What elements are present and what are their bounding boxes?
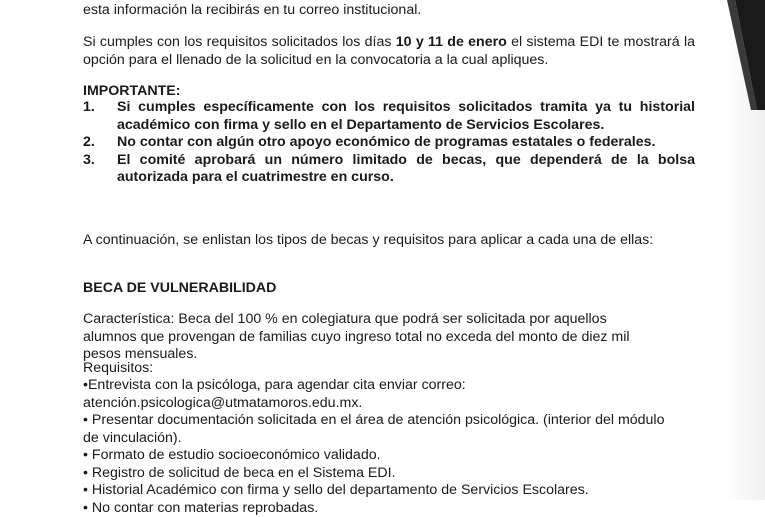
requisitos-title: Requisitos: — [83, 360, 153, 378]
requisito-item: •Entrevista con la psicóloga, para agendar cita enviar correo: atención.psicologica@utmatamoros.edu.mx. — [83, 377, 683, 412]
corner-decoration — [705, 0, 765, 110]
requisito-item: • Formato de estudio socioeconómico validado. — [83, 447, 683, 465]
paragraph2-before: Si cumples con los requisitos solicitados los días — [83, 34, 396, 50]
section-title-vulnerabilidad: BECA DE VULNERABILIDAD — [83, 280, 276, 298]
importante-list — [83, 99, 695, 187]
importante-title: IMPORTANTE: — [83, 83, 180, 101]
requisito-item: • Presentar documentación solicitada en el área de atención psicológica. (interior del módulo de vinculación). — [83, 412, 683, 447]
importante-item-number: 1. — [83, 99, 117, 134]
paragraph2-dates: 10 y 11 de enero — [396, 34, 507, 50]
importante-item — [83, 134, 695, 152]
importante-item-text: No contar con algún otro apoyo económico de programas estatales o federales. — [117, 134, 695, 152]
paragraph-requisitos-fechas — [83, 34, 695, 69]
paragraph-correo: esta información la recibirás en tu correo institucional. — [83, 2, 695, 20]
paragraph2-after: el sistema EDI te mostrará la opción para el llenado de la solicitud en la convocatoria a la cual apliques. — [83, 34, 695, 68]
importante-item-text: El comité aprobará un número limitado de becas, que dependerá de la bolsa autorizada para el cuatrimestre en curso. — [117, 152, 695, 187]
importante-item-number: 2. — [83, 134, 117, 152]
importante-item — [83, 152, 695, 187]
requisito-item: • No contar con materias reprobadas. — [83, 500, 683, 517]
intro-text: A continuación, se enlistan los tipos de becas y requisitos para aplicar a cada una de ellas: — [83, 232, 695, 250]
importante-item-text: Si cumples específicamente con los requisitos solicitados tramita ya tu historial académico con firma y sello en el Departamento de Servicios Escolares. — [117, 99, 695, 134]
requisito-item: • Historial Académico con firma y sello del departamento de Servicios Escolares. — [83, 482, 683, 500]
importante-item-number: 3. — [83, 152, 117, 187]
requisito-item: • Registro de solicitud de beca en el Sistema EDI. — [83, 465, 683, 483]
caracteristica-text: Característica: Beca del 100 % en colegiatura que podrá ser solicitada por aquellos alumnos que provengan de familias cuyo ingreso total no exceda del monto de diez mil pesos mensuales. — [83, 311, 663, 364]
importante-item — [83, 99, 695, 134]
requisitos-list — [83, 377, 683, 517]
